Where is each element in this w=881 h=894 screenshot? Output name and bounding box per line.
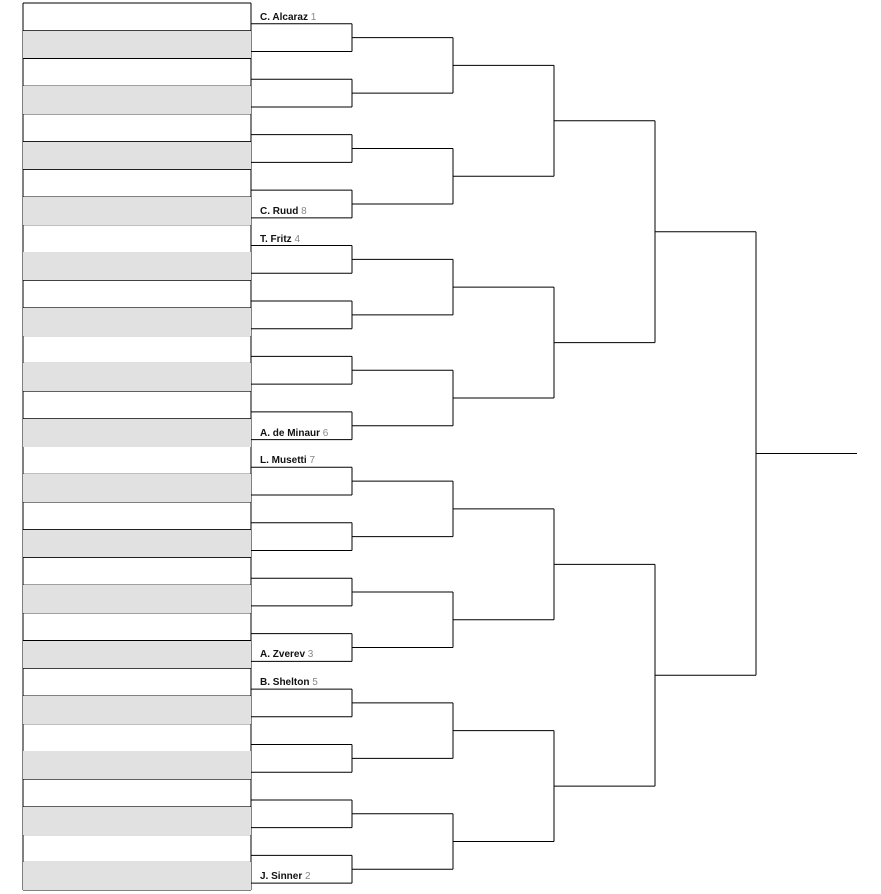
- advancing-player-name: C. Alcaraz: [260, 11, 308, 23]
- advancing-player-name: B. Shelton: [260, 677, 310, 689]
- match-pair: [23, 86, 251, 114]
- second-round-entry: [260, 206, 307, 218]
- match-pair: [23, 641, 251, 669]
- advancing-player-name: L. Musetti: [260, 455, 307, 467]
- match-pair: [23, 779, 251, 807]
- advancing-player-seed: 2: [302, 871, 311, 883]
- match-pair: [23, 419, 251, 447]
- advancing-player-name: T. Fritz: [260, 233, 292, 245]
- match-pair: [23, 447, 251, 475]
- match-pair: [23, 58, 251, 86]
- match-pair: [23, 114, 251, 142]
- match-pair: [23, 336, 251, 364]
- advancing-player-name: A. Zverev: [260, 649, 306, 661]
- advancing-player-seed: 7: [306, 455, 316, 467]
- second-round-entry: [260, 677, 318, 689]
- match-pair: [23, 557, 251, 585]
- advancing-player-seed: 1: [307, 11, 317, 23]
- match-pair: [23, 142, 251, 170]
- match-pair: [23, 3, 251, 31]
- match-pair: [23, 585, 251, 613]
- match-pair: [23, 252, 251, 280]
- match-pair: [23, 613, 251, 641]
- advancing-player-seed: 6: [320, 427, 329, 439]
- advancing-player-seed: 3: [305, 649, 314, 661]
- match-pair: [23, 308, 251, 336]
- match-pair: [23, 696, 251, 724]
- advancing-player-name: J. Sinner: [260, 871, 303, 883]
- match-pair: [23, 668, 251, 696]
- advancing-player-seed: 8: [298, 205, 307, 217]
- match-pair: [23, 502, 251, 530]
- match-pair: [23, 197, 251, 225]
- match-pair: [23, 807, 251, 835]
- match-pair: [23, 862, 251, 890]
- match-pair: [23, 363, 251, 391]
- second-round-entry: [260, 871, 311, 883]
- match-pair: [23, 31, 251, 59]
- advancing-player-name: C. Ruud: [260, 205, 299, 217]
- advancing-player-seed: 4: [291, 233, 301, 245]
- advancing-player-seed: 5: [309, 677, 318, 689]
- advancing-player-name: A. de Minaur: [260, 427, 321, 439]
- match-pair: [23, 835, 251, 863]
- match-pair: [23, 169, 251, 197]
- match-pair: [23, 474, 251, 502]
- match-pair: [23, 724, 251, 752]
- match-pair: [23, 391, 251, 419]
- second-round-entry: [260, 234, 300, 246]
- match-pair: [23, 530, 251, 558]
- second-round-entry: [260, 12, 316, 24]
- match-pair: [23, 280, 251, 308]
- second-round-entry: [260, 428, 328, 440]
- second-round-entry: [260, 455, 315, 467]
- match-pair: [23, 225, 251, 253]
- match-pair: [23, 751, 251, 779]
- second-round-entry: [260, 649, 313, 661]
